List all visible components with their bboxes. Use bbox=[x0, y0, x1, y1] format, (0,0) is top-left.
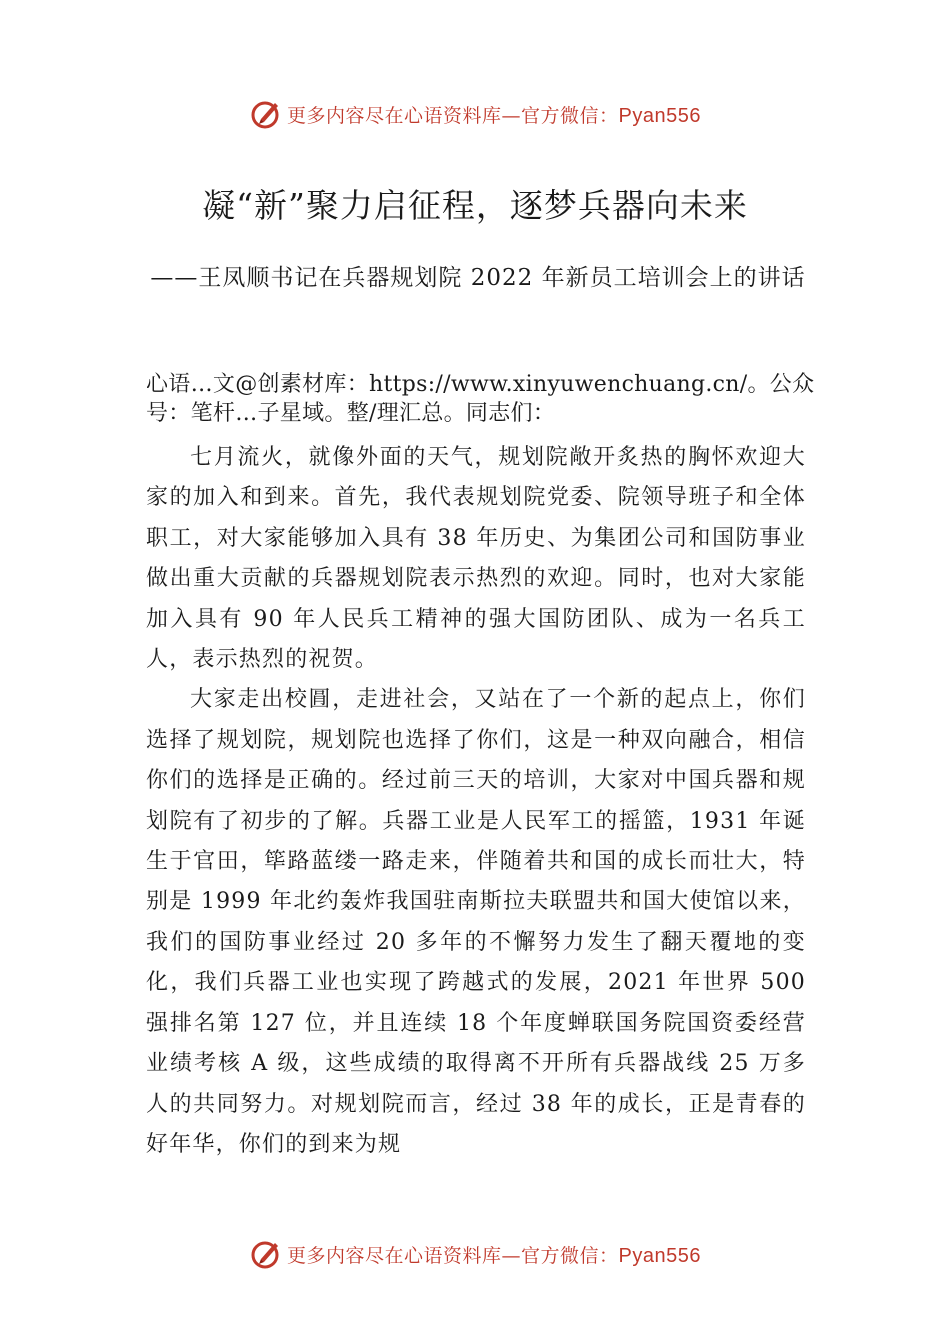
watermark-label: 更多内容尽在心语资料库—官方微信： bbox=[287, 104, 619, 127]
document-subtitle: ——王凤顺书记在兵器规划院 2022 年新员工培训会上的讲话 bbox=[150, 265, 806, 291]
document-title: 凝“新”聚力启征程，逐梦兵器向未来 bbox=[202, 186, 748, 225]
watermark-text bbox=[287, 101, 701, 128]
watermark-text bbox=[287, 1241, 701, 1268]
watermark-label: 更多内容尽在心语资料库—官方微信： bbox=[287, 1244, 619, 1267]
footer-watermark bbox=[0, 1234, 950, 1274]
wechat-id: Pyan556 bbox=[618, 1244, 701, 1267]
body-text bbox=[146, 438, 806, 1165]
paragraph: 七月流火，就像外面的天气，规划院敞开炙热的胸怀欢迎大家的加入和到来。首先，我代表规划院党委、院领导班子和全体职工，对大家能够加入具有 38 年历史、为集团公司和国防事业做出重大贡献的兵器规划院表示热烈的欢迎。同时，也对大家能加入具有 90 年人民兵工精神的强大国防团队、成为一名兵工人，表示热烈的祝贺。 bbox=[146, 445, 806, 673]
pen-logo-icon bbox=[249, 97, 283, 131]
header-watermark bbox=[0, 94, 950, 134]
pen-logo-icon bbox=[249, 1237, 283, 1271]
paragraph: 大家走出校㘣，走进社会，又站在了一个新的起点上，你们选择了规划院，规划院也选择了你们，这是一种双向融合，相信你们的选择是正确的。经过前三天的培训，大家对中国兵器和规划院有了初步的了解。兵器工业是人民军工的摇篮，1931 年诞生于官田，筚路蓝缕一路走来，伴随着共和国的成长而壮大，特别是 1999 年北约轰炸我国驻南斯拉夫联盟共和国大使馆以来，我们的国防事业经过 20 多年的不懈努力发生了翻天覆地的变化，我们兵器工业也实现了跨越式的发展，2021 年世界 500 强排名第 127 位，并且连续 18 个年度蝉联国务院国资委经营业绩考核 A 级，这些成绩的取得离不开所有兵器战线 25 万多人的共同努力。对规划院而言，经过 38 年的成长，正是青春的好年华，你们的到来为规 bbox=[146, 687, 806, 1157]
wechat-id: Pyan556 bbox=[618, 104, 701, 127]
source-lead-line: 心语…文@创素材库：https://www.xinyuwenchuang.cn/。公众号：笔杆…子星域。整/理汇总。同志们： bbox=[146, 372, 815, 426]
